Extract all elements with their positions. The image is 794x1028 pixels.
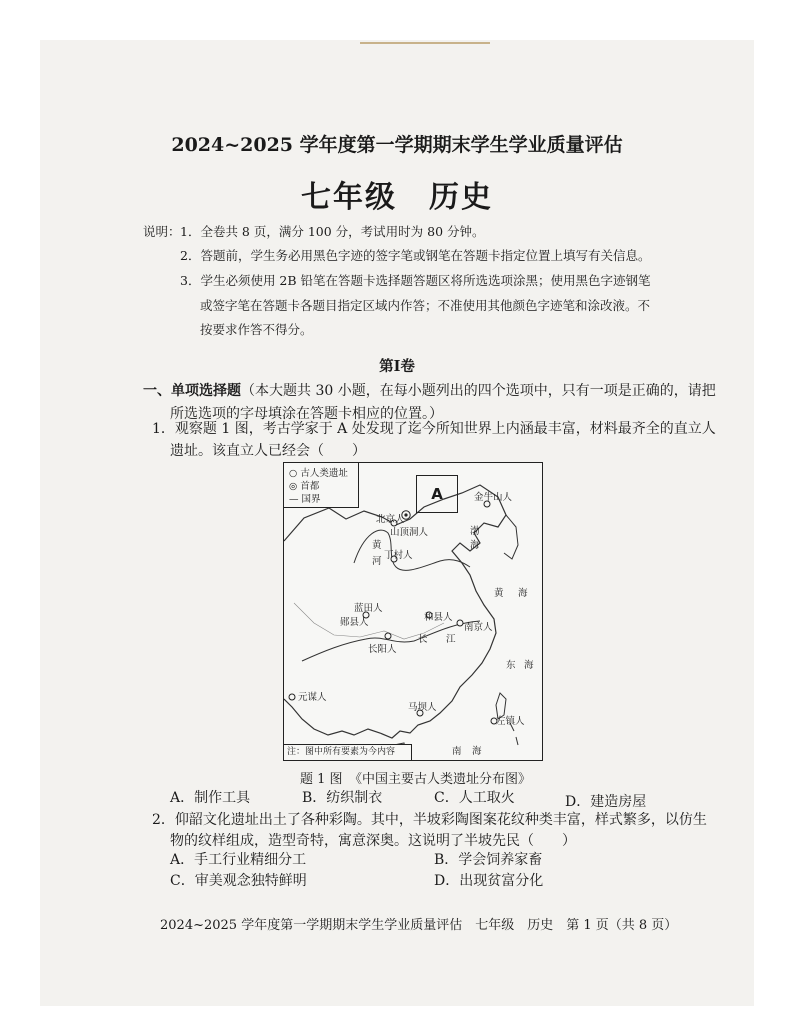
note-3: 3．学生必须使用 2B 铅笔在答题卡选择题答题区将所选选项涂黑；使用黑色字迹钢笔 (180, 273, 651, 288)
site-jinniushan: 金牛山人 (474, 492, 513, 503)
part-desc-1: （本大题共 30 小题，在每小题列出的四个选项中，只有一项是正确的，请把 (241, 383, 716, 399)
q1-option-c[interactable]: C．人工取火 (434, 790, 515, 806)
sea-label-hai-3: 海 (524, 660, 534, 671)
q2-option-c[interactable]: C．审美观念独特鲜明 (170, 873, 307, 889)
site-yuanmou: 元谋人 (298, 692, 327, 703)
site-symbol-icon: ○ (289, 468, 298, 479)
q2-line-2: 物的纹样组成，造型奇特，寓意深奥。这说明了半坡先民（ ） (170, 833, 576, 849)
map-legend (284, 463, 359, 508)
location-box-a: A (416, 475, 458, 513)
sea-label-nan: 南 (452, 746, 462, 757)
sea-label-dong: 东 (506, 660, 516, 671)
site-beijing-ren: 北京人 (376, 514, 405, 525)
capital-symbol-icon: ◎ (289, 481, 298, 492)
q1-option-b[interactable]: B．纺织制衣 (302, 790, 383, 806)
legend-site: 古人类遗址 (300, 468, 348, 479)
river-label-jiang: 江 (446, 634, 456, 645)
site-hexian: 和县人 (424, 612, 453, 623)
q1-option-d[interactable]: D．建造房屋 (565, 794, 647, 810)
sea-label-hai-2: 海 (518, 588, 528, 599)
site-shandingdong: 山顶洞人 (390, 527, 429, 538)
ancient-sites-map (283, 462, 543, 761)
exam-subject: 七年级 历史 (301, 180, 493, 215)
map-caption: 题 1 图 《中国主要古人类遗址分布图》 (300, 772, 532, 787)
sea-label-bo: 渤 (470, 526, 480, 537)
river-label-huang: 黄 (372, 540, 382, 551)
part-label: 一、单项选择题 (143, 383, 241, 399)
site-maba: 马坝人 (408, 702, 437, 713)
notes-lead: 说明： (143, 224, 181, 239)
legend-border: 国界 (301, 494, 321, 505)
note-3-cont-2: 按要求作答不得分。 (200, 322, 313, 337)
site-yunxian: 郧县人 (340, 617, 369, 628)
top-mark (360, 42, 490, 44)
legend-capital: 首都 (300, 481, 320, 492)
note-3-cont-1: 或签字笔在答题卡各题目指定区域内作答；不准使用其他颜色字迹笔和涂改液。不 (200, 298, 651, 313)
section-title: 第Ⅰ卷 (379, 358, 415, 375)
q2-option-b[interactable]: B．学会饲养家畜 (434, 852, 543, 868)
sea-label-huang: 黄 (494, 588, 504, 599)
sea-label-hai-4: 海 (472, 746, 482, 757)
site-zuozhen: 左镇人 (496, 716, 525, 727)
site-changyang: 长阳人 (368, 644, 397, 655)
q2-line-1: 2．仰韶文化遗址出土了各种彩陶。其中，半坡彩陶图案花纹种类丰富，样式繁多，以仿生 (152, 812, 707, 828)
site-lantian: 蓝田人 (354, 603, 383, 614)
border-symbol-icon: — (289, 494, 299, 505)
exam-title: 2024~2025 学年度第一学期期末学生学业质量评估 (171, 134, 623, 156)
note-2: 2．答题前，学生务必用黑色字迹的签字笔或钢笔在答题卡指定位置上填写有关信息。 (180, 248, 651, 263)
site-dingcun: 丁村人 (384, 550, 413, 561)
site-nanjing: 南京人 (464, 622, 493, 633)
q2-option-d[interactable]: D．出现贫富分化 (434, 873, 544, 889)
sea-label-hai-1: 海 (470, 540, 480, 551)
q1-option-a[interactable]: A．制作工具 (170, 790, 251, 806)
q2-option-a[interactable]: A．手工行业精细分工 (170, 852, 307, 868)
map-note: 注：图中所有要素为今内容 (284, 744, 412, 760)
river-label-he: 河 (372, 556, 382, 567)
river-label-chang: 长 (418, 634, 428, 645)
q1-line-2: 遗址。该直立人已经会（ ） (170, 443, 366, 459)
note-1: 1．全卷共 8 页，满分 100 分，考试用时为 80 分钟。 (180, 224, 485, 239)
q1-line-1: 1．观察题 1 图，考古学家于 A 处发现了迄今所知世界上内涵最丰富，材料最齐全的直立人 (152, 421, 716, 437)
part-desc-2: 所选选项的字母填涂在答题卡相应的位置。） (170, 406, 443, 422)
page-footer: 2024~2025 学年度第一学期期末学生学业质量评估 七年级 历史 第 1 页（共 8 页） (160, 918, 678, 933)
